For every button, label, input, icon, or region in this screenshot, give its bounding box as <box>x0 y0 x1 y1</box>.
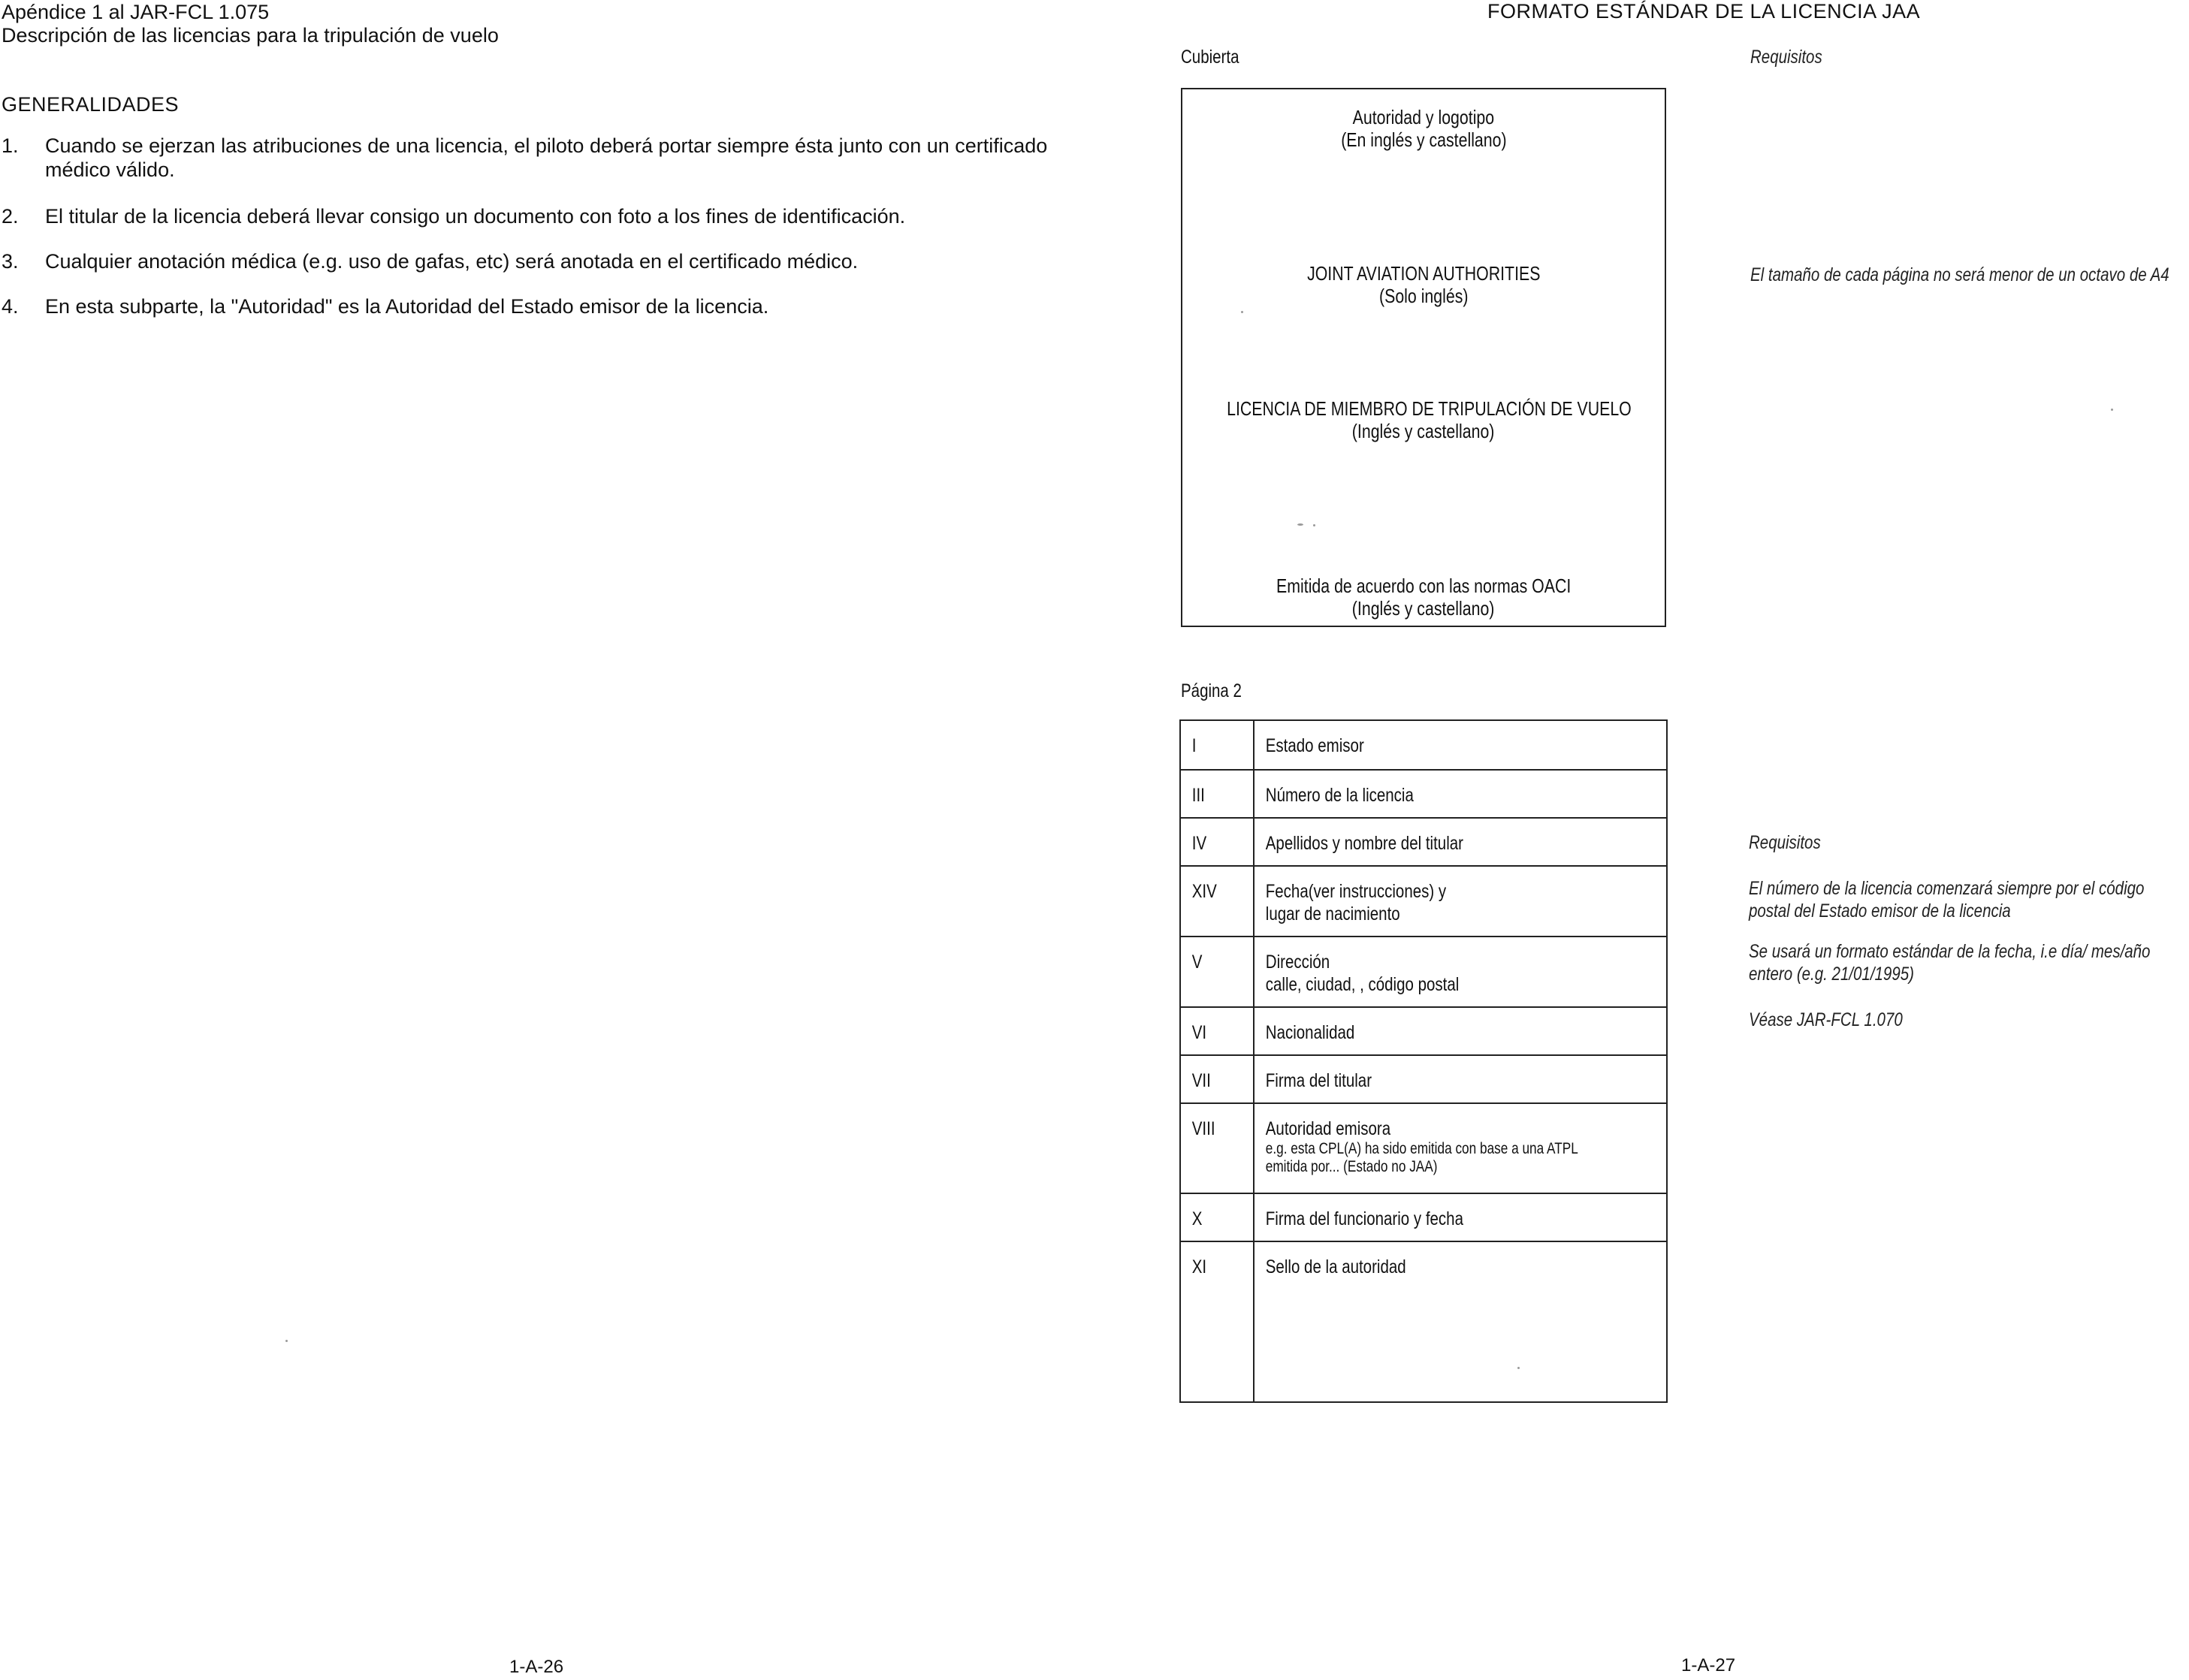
cover-label: Cubierta <box>1181 47 1239 68</box>
row-code: X <box>1191 1208 1203 1229</box>
table-row <box>1180 1103 1667 1193</box>
cover-line: LICENCIA DE MIEMBRO DE TRIPULACIÓN DE VUELO <box>1227 397 1632 420</box>
table-row <box>1180 720 1667 770</box>
table-row <box>1180 818 1667 866</box>
page2-label: Página 2 <box>1181 680 1242 701</box>
table-row <box>1180 937 1667 1007</box>
table-row <box>1180 770 1667 818</box>
item-text: El titular de la licencia deberá llevar consigo un documento con foto a los fines de identificación. <box>45 205 906 228</box>
row-code: VI <box>1191 1022 1207 1043</box>
row-code: III <box>1191 785 1205 806</box>
cover-line: Autoridad y logotipo <box>1352 106 1495 128</box>
cover-line: (Inglés y castellano) <box>1352 597 1495 620</box>
item-text: En esta subparte, la "Autoridad" es la Autoridad del Estado emisor de la licencia. <box>45 295 769 318</box>
cover-line: (Solo inglés) <box>1378 285 1469 307</box>
note-line: Véase JAR-FCL 1.070 <box>1749 1009 1903 1030</box>
scan-speck <box>2111 409 2113 411</box>
requirement-note <box>1749 940 2150 985</box>
item-text: Cualquier anotación médica (e.g. uso de gafas, etc) será anotada en el certificado médico. <box>45 250 859 273</box>
row-field: Fecha(ver instrucciones) y <box>1265 881 1447 902</box>
license-format-title: FORMATO ESTÁNDAR DE LA LICENCIA JAA <box>1487 0 1921 23</box>
appendix-subtitle: Descripción de las licencias para la tripulación de vuelo <box>2 24 499 47</box>
table-row <box>1180 1055 1667 1103</box>
list-item <box>2 134 1083 186</box>
scan-speck <box>1241 311 1243 313</box>
item-number: 2. <box>2 205 19 228</box>
row-code: IV <box>1191 833 1207 854</box>
cover-line: (Inglés y castellano) <box>1352 420 1495 442</box>
note-line: entero (e.g. 21/01/1995) <box>1749 964 1914 985</box>
cover-box <box>1181 88 1666 627</box>
row-field: Firma del funcionario y fecha <box>1265 1208 1463 1229</box>
item-number: 4. <box>2 295 19 318</box>
table-row <box>1180 1007 1667 1055</box>
cover-requirement: El tamaño de cada página no será menor de un octavo de A4 <box>1750 264 2169 285</box>
page2-table <box>1179 719 1668 1403</box>
item-number: 1. <box>2 134 19 157</box>
requirements-label: Requisitos <box>1750 47 1822 68</box>
row-field: Firma del titular <box>1265 1070 1372 1091</box>
appendix-title: Apéndice 1 al JAR-FCL 1.075 <box>2 1 270 23</box>
note-line: El número de la licencia comenzará siempre por el código <box>1749 878 2145 899</box>
row-code: XI <box>1191 1256 1207 1277</box>
scan-speck <box>1517 1367 1520 1369</box>
requirement-note <box>1749 877 2144 922</box>
item-text: Cuando se ejerzan las atribuciones de una licencia, el piloto deberá portar siempre ésta junto con un certificado médico válido. <box>45 134 1048 181</box>
item-number: 3. <box>2 250 19 273</box>
cover-line: JOINT AVIATION AUTHORITIES <box>1306 262 1541 285</box>
cover-line: Emitida de acuerdo con las normas OACI <box>1276 575 1572 597</box>
row-field: Número de la licencia <box>1265 785 1414 806</box>
page-number-right: 1-A-27 <box>1681 1655 1736 1675</box>
row-field: Nacionalidad <box>1265 1022 1355 1043</box>
row-code: VIII <box>1191 1118 1215 1139</box>
requirements-label: Requisitos <box>1749 832 1821 853</box>
row-field-detail: lugar de nacimiento <box>1265 903 1400 924</box>
row-field-detail: calle, ciudad, , código postal <box>1265 974 1460 995</box>
row-field: Apellidos y nombre del titular <box>1265 833 1463 854</box>
cover-line: (En inglés y castellano) <box>1340 128 1507 151</box>
scan-speck <box>1313 524 1315 526</box>
row-code: V <box>1191 952 1203 973</box>
table-row <box>1180 1241 1667 1402</box>
row-field-detail: emitida por... (Estado no JAA) <box>1265 1158 1438 1175</box>
table-row <box>1180 866 1667 937</box>
scan-speck <box>285 1340 288 1342</box>
requirement-note <box>1749 1009 1903 1031</box>
row-field: Sello de la autoridad <box>1265 1256 1406 1277</box>
row-field-detail: e.g. esta CPL(A) ha sido emitida con base a una ATPL <box>1265 1140 1578 1157</box>
row-code: VII <box>1191 1070 1211 1091</box>
page-number-left: 1-A-26 <box>509 1657 564 1677</box>
row-field: Dirección <box>1265 952 1330 973</box>
row-code: I <box>1191 735 1197 756</box>
note-line: postal del Estado emisor de la licencia <box>1749 900 2011 921</box>
row-code: XIV <box>1191 881 1217 902</box>
row-field: Estado emisor <box>1265 735 1364 756</box>
note-line: Se usará un formato estándar de la fecha, i.e día/ mes/año <box>1749 941 2151 962</box>
section-title: GENERALIDADES <box>2 93 180 116</box>
table-row <box>1180 1193 1667 1241</box>
row-field: Autoridad emisora <box>1265 1118 1391 1139</box>
scan-speck <box>1297 523 1303 526</box>
